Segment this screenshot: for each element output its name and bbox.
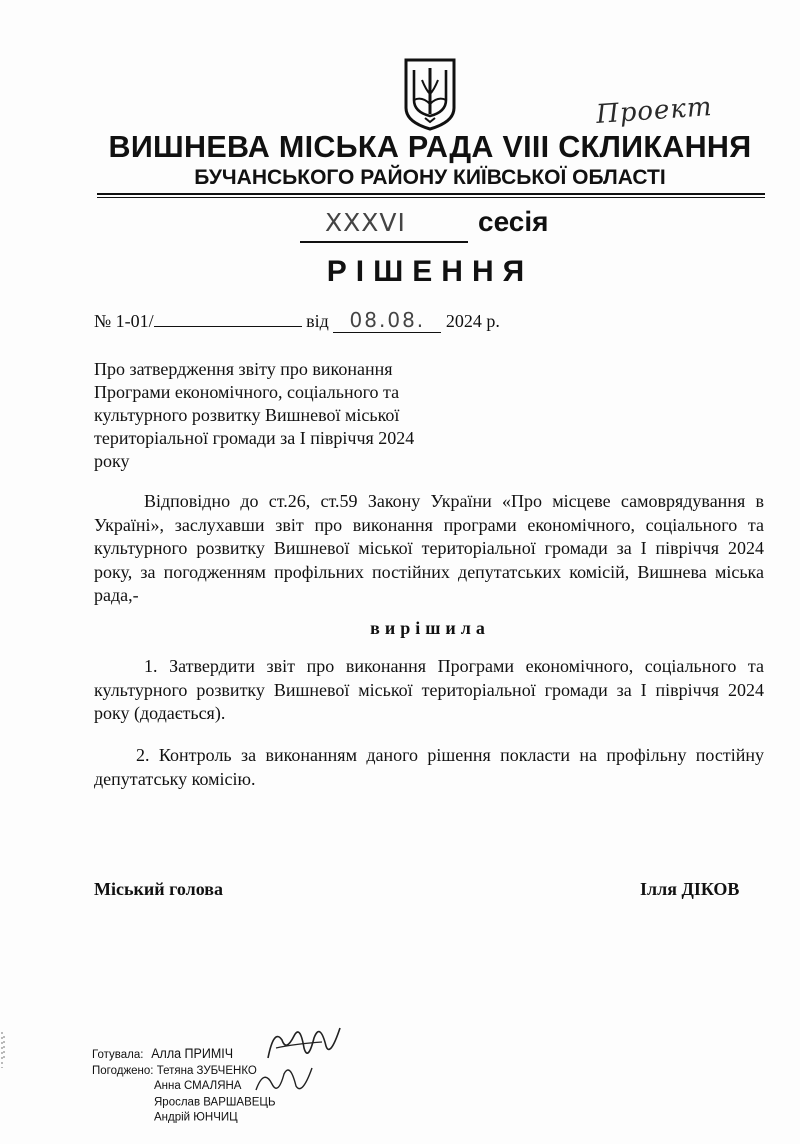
header-rule-thin bbox=[97, 197, 765, 198]
signatory-name: Ілля ДІКОВ bbox=[640, 879, 740, 899]
prepared-by-label: Готувала: bbox=[92, 1048, 144, 1062]
resolution-item-2: 2. Контроль за виконанням даного рішення покласти на профільну постійну депутатську комісію. bbox=[94, 745, 764, 789]
decision-date: 08.08. bbox=[333, 308, 441, 333]
signatory-position: Міський голова bbox=[94, 879, 223, 899]
number-blank bbox=[154, 310, 302, 327]
coat-of-arms-icon bbox=[402, 56, 458, 132]
from-label: від bbox=[306, 311, 329, 331]
decision-subject: Про затвердження звіту про виконання Програми економічного, соціального та культурного розвитку Вишневої міської територіальної громади за І півріччя 2024 року bbox=[94, 359, 415, 471]
decision-title: РІШЕННЯ bbox=[326, 255, 534, 288]
scan-margin-mark bbox=[0, 1030, 6, 1070]
decision-number-line bbox=[94, 308, 500, 333]
decision-year: 2024 р. bbox=[445, 311, 500, 331]
council-subtitle: БУЧАНСЬКОГО РАЙОНУ КИЇВСЬКОЇ ОБЛАСТІ bbox=[194, 166, 666, 189]
agreed-name-4: Андрій ЮНЧИЦ bbox=[154, 1110, 238, 1124]
prepared-by-name: Алла ПРИМІЧ bbox=[151, 1046, 234, 1062]
session-label: сесія bbox=[478, 206, 549, 237]
agreed-name-2: Анна СМАЛЯНА bbox=[154, 1079, 242, 1093]
resolution-item-1: 1. Затвердити звіт про виконання Програми економічного, соціального та культурного розвитку Вишневої міської територіальної громади за І півріччя 2024 року (додається). bbox=[94, 656, 764, 723]
resolved-heading: вирішила bbox=[370, 618, 490, 638]
session-number: XXXVI bbox=[325, 208, 406, 237]
approvals-footer bbox=[92, 1046, 276, 1125]
council-title: ВИШНЕВА МІСЬКА РАДА VIII СКЛИКАННЯ bbox=[108, 130, 752, 164]
number-prefix: № 1-01/ bbox=[94, 311, 154, 331]
header-rule bbox=[97, 193, 765, 195]
agreed-name-1: Тетяна ЗУБЧЕНКО bbox=[156, 1063, 257, 1077]
agreed-name-3: Ярослав ВАРШАВЕЦЬ bbox=[154, 1095, 276, 1109]
preamble-paragraph: Відповідно до ст.26, ст.59 Закону України «Про місцеве самоврядування в Україні», заслухавши звіт про виконання програми економічного, соціального та культурного розвитку Вишневої міської територіальної громади за І півріччя 2024 року, за погодженням профільних постійних депутатських комісій, Вишнева міська рада,- bbox=[94, 491, 764, 605]
agreed-label: Погоджено: bbox=[92, 1063, 154, 1077]
handwritten-draft-note: Проект bbox=[595, 91, 714, 131]
